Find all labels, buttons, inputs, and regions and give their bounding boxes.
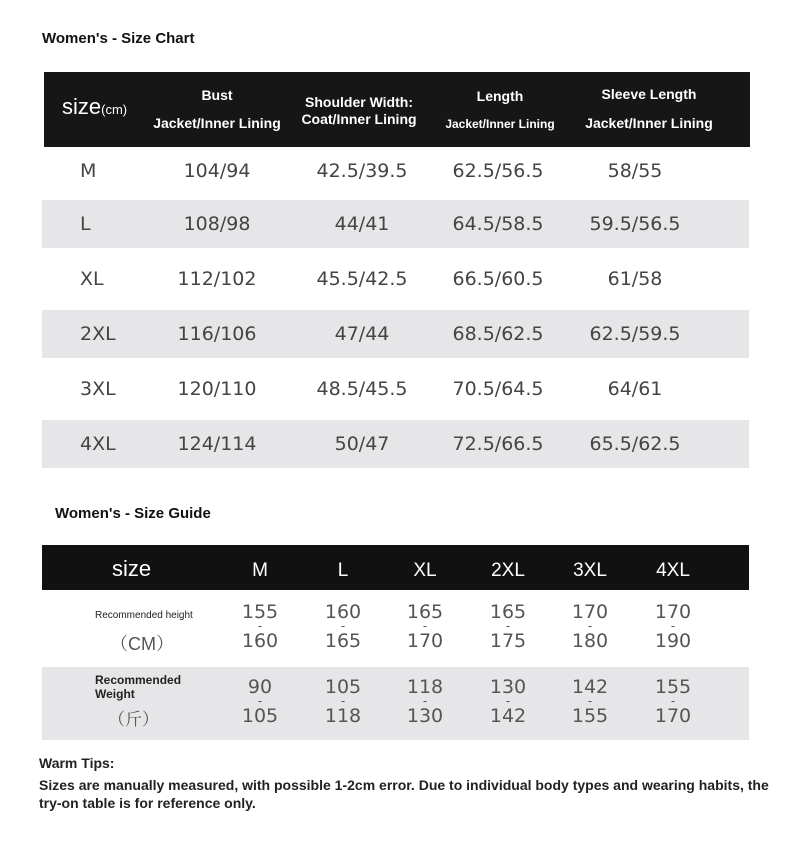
size-cell: 4XL [80,433,116,455]
sleeve-cell: 58/55 [607,160,663,182]
size-column-header: 3XL [573,560,607,581]
height-value: 165 - 175 [489,601,527,652]
table-row [42,358,750,420]
weight-value: 142 - 155 [571,676,609,727]
length-cell: 68.5/62.5 [452,323,544,345]
weight-value: 118 - 130 [406,676,444,727]
bust-header-top: Bust [201,87,233,103]
bust-header [142,87,292,131]
weight-value: 155 - 170 [654,676,692,727]
sleeve-cell: 65.5/62.5 [589,433,681,455]
length-header [430,88,570,131]
size-guide-header [42,545,749,590]
weight-row-label: Recommended Weight [95,673,182,701]
height-row [42,590,749,667]
shoulder-cell: 44/41 [334,213,390,235]
weight-row-unit: （斤） [108,710,159,729]
table-row [42,248,750,310]
height-row-unit: （CM） [110,634,174,654]
sleeve-cell: 64/61 [607,378,663,400]
warm-tips-title: Warm Tips: [39,755,115,771]
sleeve-header [574,86,724,131]
table-row [42,200,749,248]
size-cell: 2XL [80,323,116,345]
length-cell: 66.5/60.5 [452,268,544,290]
bust-cell: 120/110 [177,378,257,400]
weight-value: 130 - 142 [489,676,527,727]
bust-header-bottom: Jacket/Inner Lining [153,115,281,131]
warm-tips [39,754,784,812]
shoulder-cell: 42.5/39.5 [316,160,408,182]
table-row [42,310,749,358]
bust-cell: 124/114 [177,433,257,455]
bust-cell: 108/98 [183,213,251,235]
height-value: 165 - 170 [406,601,444,652]
sleeve-cell: 59.5/56.5 [589,213,681,235]
table-row [42,147,750,195]
length-header-top: Length [476,88,524,104]
size-guide-title: Women's - Size Guide [55,505,211,522]
shoulder-cell: 45.5/42.5 [316,268,408,290]
shoulder-cell: 47/44 [334,323,390,345]
size-cell: XL [80,268,104,290]
sleeve-header-top: Sleeve Length [601,86,697,102]
size-guide-header-label: size [112,556,152,581]
size-header-unit: (cm) [101,102,128,117]
shoulder-header-top: Shoulder Width: [305,94,413,110]
length-cell: 64.5/58.5 [452,213,544,235]
sleeve-header-bottom: Jacket/Inner Lining [585,115,713,131]
length-cell: 72.5/66.5 [452,433,544,455]
warm-tips-text: Sizes are manually measured, with possible 1-2cm error. Due to individual body types and wearing habits, the try-on table is for reference only. [39,777,769,811]
height-value: 160 - 165 [324,601,362,652]
size-column-header: M [252,560,268,581]
size-cell: L [80,213,91,235]
size-header-label: size [62,94,102,119]
shoulder-header-bottom: Coat/Inner Lining [301,111,417,127]
height-row-label: Recommended height [95,610,193,621]
size-cell: M [80,160,97,182]
height-value: 155 - 160 [241,601,279,652]
height-value: 170 - 190 [654,601,692,652]
bust-cell: 112/102 [177,268,257,290]
length-header-bottom: Jacket/Inner Lining [445,117,555,131]
size-header [62,94,127,120]
height-value: 170 - 180 [571,601,609,652]
table-row [42,420,749,468]
shoulder-cell: 48.5/45.5 [316,378,408,400]
weight-value: 90 - 105 [241,676,279,727]
bust-cell: 104/94 [183,160,251,182]
shoulder-cell: 50/47 [334,433,390,455]
size-column-header: 2XL [491,560,525,581]
size-chart-title: Women's - Size Chart [42,30,195,47]
size-guide-table [42,545,749,740]
size-chart-table [42,72,750,468]
sleeve-cell: 61/58 [607,268,663,290]
bust-cell: 116/106 [177,323,257,345]
size-column-header: XL [413,560,437,581]
size-column-header: L [337,560,349,581]
size-cell: 3XL [80,378,116,400]
weight-value: 105 - 118 [324,676,362,727]
length-cell: 62.5/56.5 [452,160,544,182]
weight-row [42,667,749,740]
size-chart-header [44,72,750,147]
shoulder-header [289,94,429,127]
length-cell: 70.5/64.5 [452,378,544,400]
sleeve-cell: 62.5/59.5 [589,323,681,345]
size-column-header: 4XL [656,560,690,581]
